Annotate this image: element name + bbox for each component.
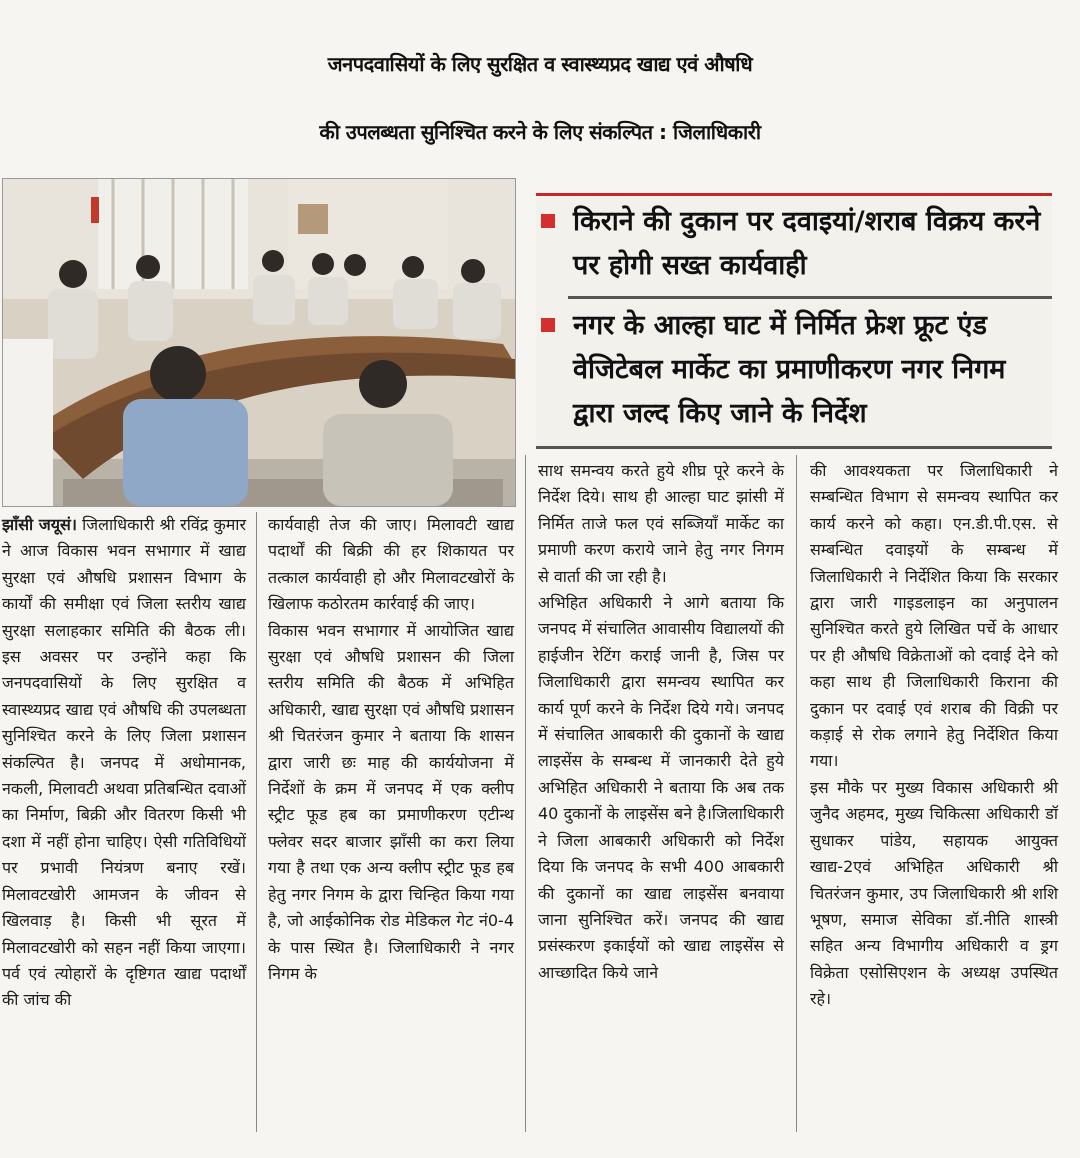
article-paragraph: अभिहित अधिकारी ने आगे बताया कि जनपद में संचालित आवासीय विद्यालयों की हाईजीन रेटिंग कराई जानी है, जिस पर जिलाधिकारी द्वारा समन्वय स्थापित कर कार्य पूर्ण करने के निर्देश दिये गये। जनपद में संचालित आबकारी की दुकानों के खाद्य लाइसेंस के सम्बन्ध में जानकारी देते हुये अभिहित अधिकारी ने बताया कि अब तक 40 दुकानों के लाइसेंस बने है।जिलाधिकारी ने जिला आबकारी अधिकारी को निर्देश दिया कि जनपद के सभी 400 आबकारी की दुकानों का खाद्य लाइसेंस बनवाया जाना सुनिश्चित करें। जनपद की खाद्य प्रसंस्करण इकाईयों को खाद्य लाइसेंस से आच्छादित किये जाने (538, 593, 784, 982)
article-column-4 (810, 458, 1058, 1013)
article-paragraph: कार्यवाही तेज की जाए। मिलावटी खाद्य पदार्थों की बिक्री की हर शिकायत पर तत्काल कार्यवाही हो और मिलावटखोरों के खिलाफ कठोरतम कार्रवाई की जाए। (268, 515, 514, 614)
bullet-square-icon (541, 318, 555, 332)
article-text: जिलाधिकारी श्री रविंद्र कुमार ने आज विकास भवन सभागार में खाद्य सुरक्षा एवं औषधि प्रशासन विभाग के कार्यों की समीक्षा एवं जिला स्तरीय खाद्य सुरक्षा सलाहकार समिति की बैठक ली। इस अवसर पर उन्होंने कहा कि जनपदवासियों के लिए सुरक्षित व स्वास्थ्यप्रद खाद्य एवं औषधि की उपलब्धता सुनिश्चित करने के लिए जिला प्रशासन संकल्पित है। जनपद में अधोमानक, नकली, मिलावटी अथवा प्रतिबन्धित दवाओं का निर्माण, बिक्री और वितरण किसी भी दशा में नहीं होना चाहिए। ऐसी गतिविधियों पर प्रभावी नियंत्रण बनाए रखें। मिलावटखोरी आमजन के जीवन से खिलवाड़ है। किसी भी सूरत में मिलावटखोरी को सहन नहीं किया जाएगा। पर्व एवं त्योहारों के दृष्टिगत खाद्य पदार्थों की जांच की (2, 515, 246, 1010)
headline-line-1: जनपदवासियों के लिए सुरक्षित व स्वास्थ्यप्रद खाद्य एवं औषधि (327, 52, 753, 76)
headline-line-2: की उपलब्धता सुनिश्चित करने के लिए संकल्पित : जिलाधिकारी (319, 120, 761, 144)
column-divider (796, 455, 797, 1132)
subhead-2: नगर के आल्हा घाट में निर्मित फ्रेश फ्रूट एंड वेजिटेबल मार्केट का प्रमाणीकरण नगर निगम द्वारा जल्द किए जाने के निर्देश (573, 310, 1006, 429)
subhead-1: किराने की दुकान पर दवाइयां/शराब विक्रय करने पर होगी सख्त कार्यवाही (573, 206, 1041, 281)
article-paragraph: साथ समन्वय करते हुये शीघ्र पूरे करने के निर्देश दिये। साथ ही आल्हा घाट झांसी में निर्मित ताजे फल एवं सब्जियाँ मार्केट का प्रमाणी करण कराये जाने हेतु नगर निगम से वार्ता की जा रही है। (538, 461, 784, 586)
article-paragraph: इस मौके पर मुख्य विकास अधिकारी श्री जुनैद अहमद, मुख्य चिकित्सा अधिकारी डॉ सुधाकर पांडेय, सहायक आयुक्त खाद्य-2एवं अभिहित अधिकारी श्री चितरंजन कुमार, उप जिलाधिकारी श्री शशि भूषण, समाज सेविका डॉ.नीति शास्त्री सहित अन्य विभागीय अधिकारी व ड्रग विक्रेता एसोसिएशन के अध्यक्ष उपस्थित रहे। (810, 777, 1058, 1009)
article-column-2 (268, 512, 514, 987)
subheads-bottom-rule (536, 446, 1052, 449)
article-column-3 (538, 458, 784, 986)
column-divider (525, 455, 526, 1132)
meeting-photo-illustration (3, 179, 515, 506)
meeting-photo (2, 178, 516, 507)
subheads-top-rule (536, 193, 1052, 196)
article-paragraph: विकास भवन सभागार में आयोजित खाद्य सुरक्षा एवं औषधि प्रशासन की जिला स्तरीय समिति की बैठक में अभिहित अधिकारी, खाद्य सुरक्षा एवं औषधि प्रशासन श्री चितरंजन कुमार ने बताया कि शासन द्वारा जारी छः माह की कार्ययोजना में निर्देशों के क्रम में जनपद में एक क्लीप स्ट्रीट फूड हब का प्रमाणीकरण एटीन्थ फ्लेवर सदर बाजार झाँसी का करा लिया गया है तथा एक अन्य क्लीप स्ट्रीट फूड हब हेतु नगर निगम के द्वारा चिन्हित किया गया है, जो आईकोनिक रोड मेडिकल गेट नं0-4 के पास स्थित है। जिलाधिकारी ने नगर निगम के (268, 620, 514, 983)
article-column-1 (2, 512, 246, 1014)
bullet-square-icon (541, 214, 555, 228)
dateline: झाँसी जयूसं। (2, 515, 77, 534)
article-paragraph: की आवश्यकता पर जिलाधिकारी ने सम्बन्धित विभाग से समन्वय स्थापित कर कार्य करने को कहा। एन.डी.पी.एस. से सम्बन्धित दवाइयों के सम्बन्ध में जिलाधिकारी ने निर्देशित किया कि सरकार द्वारा जारी गाइडलाइन का अनुपालन सुनिश्चित करते हुये लिखित पर्चे के आधार पर ही औषधि विक्रेताओं को दवाई देने को कहा साथ ही जिलाधिकारी किराना की दुकान पर दवाई एवं शराब की विक्री पर कड़ाई से रोक लगाने हेतु निर्देशित किया गया। (810, 461, 1058, 771)
column-divider (256, 512, 257, 1132)
subheads-divider (568, 296, 1052, 299)
